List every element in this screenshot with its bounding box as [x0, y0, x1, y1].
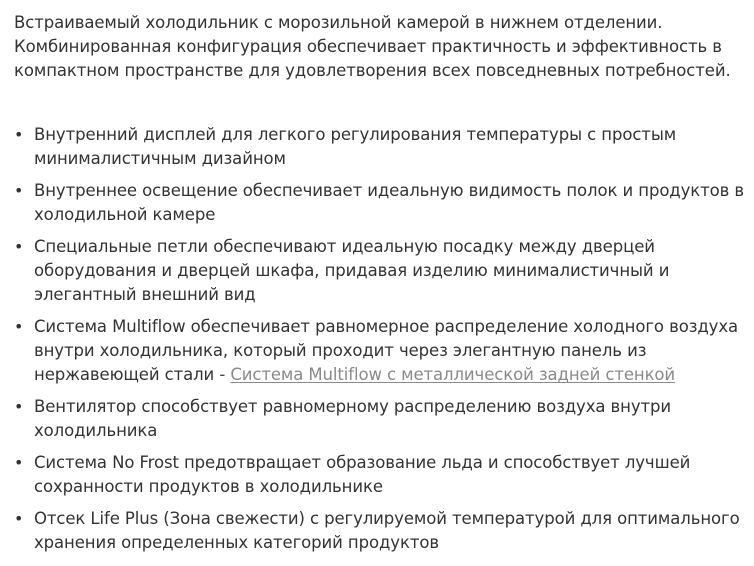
feature-item [14, 315, 752, 387]
intro-paragraph: Встраиваемый холодильник с морозильной камерой в нижнем отделении. Комбинированная конфигурация обеспечивает практичность и эффективность в компактном пространстве для удовлетворения всех повседневных потребностей. [14, 13, 731, 80]
feature-text: Внутреннее освещение обеспечивает идеальную видимость полок и продуктов в холодильной камере [34, 181, 745, 224]
feature-item [14, 451, 752, 499]
feature-item [14, 507, 752, 555]
feature-text: Система No Frost предотвращает образование льда и способствует лучшей сохранности продуктов в холодильнике [34, 453, 691, 496]
bullet-icon: • [14, 453, 24, 472]
product-description [14, 11, 752, 563]
bullet-icon: • [14, 509, 24, 528]
bullet-icon: • [14, 397, 24, 416]
feature-item [14, 395, 752, 443]
feature-text: Специальные петли обеспечивают идеальную посадку между дверцей оборудования и дверцей шкафа, придавая изделию минималистичный и элегантный внешний вид [34, 237, 670, 304]
bullet-icon: • [14, 125, 24, 144]
bullet-icon: • [14, 317, 24, 336]
feature-item [14, 235, 752, 307]
feature-text: Вентилятор способствует равномерному распределению воздуха внутри холодильника [34, 397, 672, 440]
feature-text: Отсек Life Plus (Зона свежести) с регулируемой температурой для оптимального хранения определенных категорий продуктов [34, 509, 740, 552]
feature-text: Система Multiflow обеспечивает равномерное распределение холодного воздуха внутри холодильника, который проходит через элегантную панель из нержавеющей стали [34, 317, 739, 384]
link-separator: - [214, 365, 231, 384]
feature-text: Внутренний дисплей для легкого регулирования температуры с простым минималистичным дизайном [34, 125, 677, 168]
feature-item [14, 179, 752, 227]
bullet-icon: • [14, 181, 24, 200]
multiflow-link[interactable]: Система Multiflow с металлической задней стенкой [230, 365, 676, 384]
feature-list [14, 123, 752, 555]
bullet-icon: • [14, 237, 24, 256]
feature-item [14, 123, 752, 171]
